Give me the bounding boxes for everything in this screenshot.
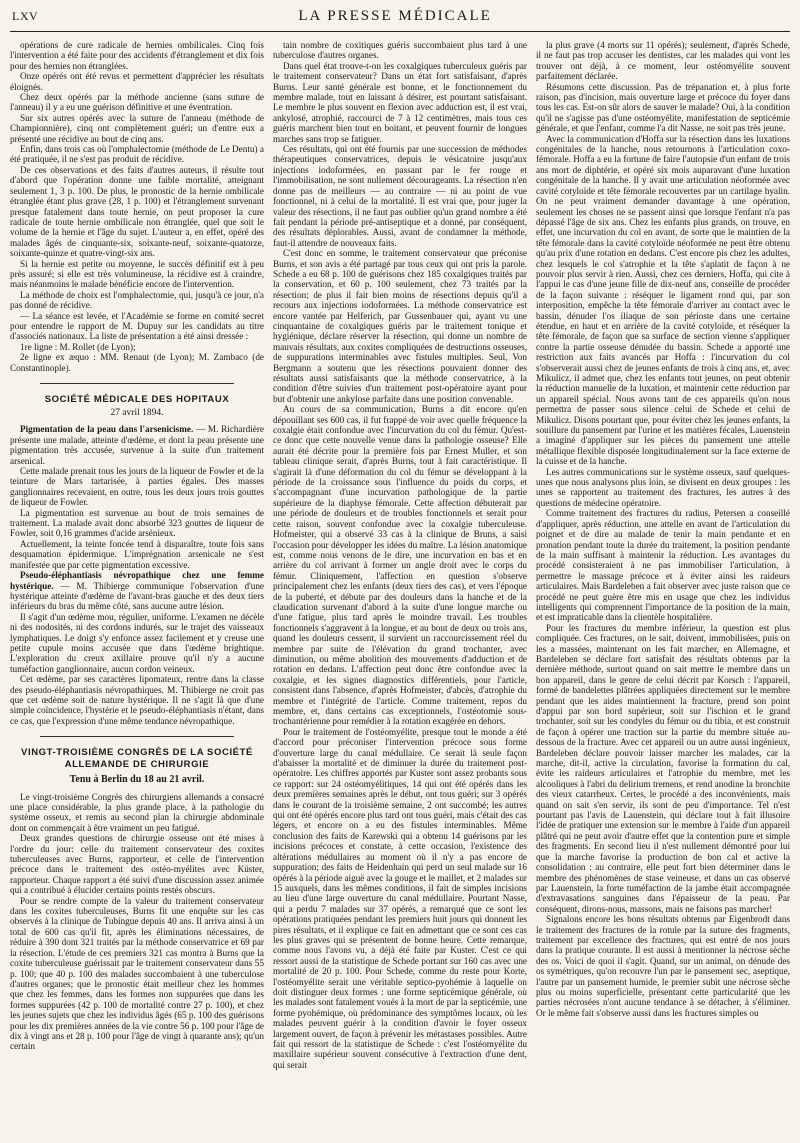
paragraph: Pour se rendre compte de la valeur du traitement conservateur dans les coxites tuberculeuses, Burns fit une enquête sur les cas observés à la clinique de Tubingue depuis 40 ans. Il arriva ainsi à un total de 600 cas qu'il fit, après les éliminations nécessaires, de réduire à 390 dont 321 traités par la méthode conservatrice et 69 par la résection. L'étude de ces premiers 321 cas montra à Burns que la coxite tuberculeuse guérissait par le traitement conservateur dans 55 p. 100; que 40 p. 100 des malades succombaient à une tuberculose d'autres organes; que le pronostic était meilleur chez les hommes que chez les femmes, dans les formes non suppurées que dans les formes suppurées (42 p. 100 de mortalité contre 27 p. 100), et chez les jeunes sujets que chez les individus âgés (65 p. 100 des guérisons pour les dix premières années de la vie contre 56 p. 100 pour l'âge de dix à vingt ans et 28 p. 100 pour l'âge de vingt à quarante ans); qu'un certain [10, 895, 264, 1052]
paragraph-lead: Pseudo-éléphantiasis névropathique chez une femme hystérique. [10, 570, 264, 591]
page-header [10, 8, 790, 32]
paragraph: Sur six autres opérés avec la suture de l'anneau (méthode de Championnière), cinq ont complètement guéri; un d'entre eux a présenté une récidive au bout de cinq ans. [10, 112, 264, 144]
paragraph: Avec la communication d'Hoffa sur la résection dans les luxations congénitales de la hanche, nous retournons à l'articulation coxo-fémorale. Hoffa a eu la fortune de faire l'autopsie d'un enfant de trois ans mort de diphtérie, et opéré six mois auparavant d'une luxation congénitale de la hanche. Il y avait une articulation néoformée avec cavité cotyloïde et tête fémorale recouvertes par un cartilage hyalin. On ne peut vraiment demander davantage à une opération, seulement les choses ne se passent ainsi que lorsque l'enfant n'a pas dépassé l'âge de six ans. Chez les enfants plus grands, on trouve, en effet, une incurvation du col en avant, de sorte que le maintien de la tête fémorale dans la cavité cotyloïde néoformée ne peut être obtenu qu'au prix d'une rotation en dedans. C'est encore pis chez les adultes, chez lesquels le col s'atrophie et la tête s'aplatit de façon à ne pouvoir plus servir à rien. Aussi, chez ces derniers, Hoffa, qui cite à l'appui le cas d'une jeune fille de dix-neuf ans, conseille de procéder de la façon suivante : réséquer le ligament rond qui, par son interposition, empêche la tête fémorale d'arriver au contact avec le bassin, dénuder l'os iliaque de son périoste dans une certaine étendue, en haut et en arrière de la cavité cotyloïde, et réséquer la tête fémorale, de façon que sa surface de section vienne s'appliquer contre la partie osseuse dénudée du bassin. Schede a apporté une restriction aux faits avancés par Hoffa : l'incurvation du col s'observerait aussi chez de jeunes enfants de trois à cinq ans, et, avec Mikulicz, il admet que, chez les enfants tout jeunes, on peut obtenir la réduction manuelle de la luxation, et maintenir cette réduction par un appareil spécial. Nous avons tant de ces appareils qu'on nous permettra de passer sous silence celui de Schede et celui de Mikulicz. Disons pourtant que, pour éviter chez les jeunes enfants, la souillure du pansement par l'urine et les matières fécales, Lauenstein a imaginé d'appliquer sur les pièces du pansement une attelle métallique flexible disposée longitudinalement sur la face externe de la cuisse et de la hanche. [536, 133, 790, 467]
paragraph: Deux grandes questions de chirurgie osseuse ont été mises à l'ordre du jour: celle du traitement conservateur des coxites tuberculeuses avec Burns, rapporteur, et celle de l'intervention précoce dans le traitement des ostéo-myélites avec Küster, rapporteur. Chaque rapport a été suivi d'une discussion assez animée qui a contribué à élucider certains points restés obscurs. [10, 833, 264, 896]
paragraph-lead: Pigmentation de la peau dans l'arsenicisme. [20, 424, 194, 435]
paragraph: Pour les fractures du membre inférieur, la question est plus compliquée. Ces fractures, on le sait, doivent, immobilisées, puis on les a massées, maintenant on les fait marcher, en Allemagne, et Bardeleben se déclare fort satisfait des résultats obtenus par la dernière méthode, surtout quand on sait mettre le membre dans un bon appareil, dans le genre de celui décrit par Korsch : l'appareil, formé de bandelettes plâtrées appliquées directement sur le membre pendant que les aides maintiennent la fracture, prend son point d'appui par son bord supérieur, soit sur l'ischion et le grand trochanter, soit sur les condyles du fémur ou du tibia, et est construit de façon à opérer une traction sur la partie du membre située au-dessous de la fracture. Avec cet appareil ou un autre aussi ingénieux, Bardeleben déclare pouvoir laisser marcher les malades, car la marche, dit-il, active la circulation, favorise la formation du cal, évite les raideurs articulaires et l'atrophie du membre, met les alcooliques à l'abri du delirium tremens, et rend anodine la bronchite des vieux catarrheux. Certes, le procédé a des inconvénients, mais quand on sait s'en servir, ils sont de peu d'importance. Tel n'est pourtant pas l'avis de Lauenstein, qui déclare tout à fait illusoire l'idée de pratiquer une extension sur le membre à l'aide d'un appareil plâtré qui ne peut avoir d'autre effet que la contention pure et simple des fragments. En second lieu il n'est nullement démontré pour lui que la marche favorise la production de bon cal et active la consolidation : au contraire, elle peut fort bien déterminer dans le membre des phénomènes de stase veineuse, et dans un cas observé par Lauenstein, la forte tuméfaction de la jambe était accompagnée d'extravasations sanguines dans l'épaisseur de la peau. Par conséquent, dirons-nous, massons, mais ne faisons pas marcher! [536, 622, 790, 914]
paragraph: Chez deux opérés par la méthode ancienne (sans suture de l'anneau) il y a eu une guérison définitive et une éventration. [10, 92, 264, 113]
paragraph: Enfin, dans trois cas où l'omphalectomie (méthode de Le Dentu) a été pratiquée, il ne s'est pas produit de récidive. [10, 144, 264, 165]
column-1 [10, 40, 264, 1140]
paragraph: Ces résultats, qui ont été fournis par une succession de méthodes thérapeutiques conservatrices, depuis le vésicatoire jusqu'aux injections iodoformées, en passant par le fer rouge et l'immobilisation, ne sont nullement décourageants. La résection n'en donne pas de meilleurs — au contraire — ni au point de vue fonctionnel, ni à celui de la mortalité. Il est vrai que, pour juger la valeur des résections, il ne faut pas oublier qu'un grand nombre a été fait pendant la période pré-antiseptique et a donné, par conséquent, des résultats déplorables. Aussi, avant de condamner la méthode, faut-il attendre de nouveaux faits. [273, 144, 527, 248]
section-subtitle: Tenu à Berlin du 18 au 21 avril. [69, 774, 205, 786]
paragraph-text: — M. Thibierge communique l'observation d'une hystérique atteinte d'œdème de l'avant-bras gauche et des deux tiers inférieurs du bras du même côté, sans aucune autre lésion. [10, 580, 264, 612]
section-title-societe-medicale: SOCIÉTÉ MÉDICALE DES HOPITAUX [44, 394, 230, 405]
paragraph: La méthode de choix est l'omphalectomie, qui, jusqu'à ce jour, n'a pas donné de récidive. [10, 289, 264, 311]
paragraph: 2e ligne ex æquo : MM. Renaut (de Lyon); M. Zambaco (de Constantinople). [10, 352, 264, 373]
column-2 [273, 40, 527, 1140]
paragraph-text: — M. Richardière présente une malade, atteinte d'œdème, et dont la peau présente une pigmentation très accusée, survenue à la suite d'un traitement arsenical. [10, 424, 264, 466]
paragraph: Le vingt-troisième Congrès des chirurgiens allemands a consacré une place considérable, la plus grande place, à la pathologie du système osseux, et remis au second plan la chirurgie abdominale dont on commençait à être vraiment un peu fatigué. [10, 791, 264, 833]
paragraph [10, 424, 264, 466]
paragraph: 1re ligne : M. Rollet (de Lyon); [20, 341, 136, 352]
paragraph: Comme traitement des fractures du radius, Petersen a conseillé d'appliquer, après réduction, une attelle en avant de l'articulation du poignet et de dire au malade de tenir la main pendante et en pronation pendant toute la durée du traitement, la position pendante de la main suffisant à maintenir la réduction. Les avantages du procédé consisteraient à ne pas immobiliser l'articulation, à permettre le massage précoce et à éviter ainsi les raideurs articulaires. Mais Bardeleben a fait observer avec juste raison que ce procédé ne peut guère être mis en usage que chez les individus intelligents qui comprennent l'importance de la position de la main, et est impraticable dans la clientèle hospitalière. [536, 508, 790, 623]
paragraph: la plus grave (4 morts sur 11 opérés); seulement, d'après Schede, il ne faut pas trop accuser les dentistes, car les malades qui vont les trouver ont déjà, à ce moment, leur ostéomyélite souvent parfaitement déclarée. [536, 40, 790, 82]
paragraph: Dans quel état trouve-t-on les coxalgiques tuberculeux guéris par le traitement conservateur? Dans un état fort satisfaisant, d'après Burns. Leur santé générale est bonne, et le fonctionnement du membre malade, tout en laissant à désirer, est pourtant satisfaisant. Le membre le plus souvent en flexion avec adduction est, il est vrai, ankylosé, atrophié, raccourci de 7 à 12 centimètres, mais tous ces guéris marchent bien tout en boitant, et peuvent fournir de longues marches sans trop se fatiguer. [273, 60, 527, 144]
column-3 [536, 40, 790, 1140]
paragraph: Il s'agit d'un œdème mou, régulier, uniforme. L'examen ne décèle ni des nodosités, ni des cordons indurés, sur le trajet des vaisseaux lymphatiques. Le doigt s'y enfonce assez facilement et y creuse une petite cupule moins accusée que dans l'œdème brightique. L'exploration du creux axillaire prouve qu'il n'y a aucune tuméfaction ganglionnaire, aucun cordon veineux. [10, 611, 264, 674]
paragraph: Les autres communications sur le système osseux, sauf quelques-unes que nous analysons plus loin, se divisent en deux groupes : les unes se rapportent au traitement des fractures, les autres à des questions de médecine opératoire. [536, 466, 790, 508]
paragraph: Au cours de sa communication, Burns a dit encore qu'en dépouillant ses 600 cas, il fut frappé de voir avec quelle fréquence la coxalgie était confondue avec l'incurvation du col du fémur. Qu'est-ce donc que cette nouvelle venue dans la pathologie osseuse? Elle aurait été décrite pour la première fois par Ernest Muller, et son tableau clinique serait, d'après Burns, tout à fait caractéristique. Il s'agirait là d'une déformation du col du fémur se développant à la période de la croissance sous l'influence du poids du corps, et s'accompagnant d'une incurvation pathologique de la partie supérieure de la diaphyse fémorale. Cette affection débuterait par une période de douleurs et de troubles fonctionnels et serait pour cette raison, souvent confondue avec la coxalgie tuberculeuse. Hofmeister, qui a observé 33 cas à la clinique de Bruns, a saisi l'occasion pour développer les idées du maître. La lésion anatomique est, comme nous venons de le dire, une incurvation en bas et en arrière du col arrivant à former un angle droit avec le corps du fémur. Cliniquement, l'affection en question s'observe principalement chez les enfants (deux tiers des cas), et vers l'époque de la puberté, et débute par des douleurs dans la hanche et de la claudication survenant d'abord à la suite d'une longue marche ou d'une fatigue, plus tard après le moindre travail. Les troubles fonctionnels s'aggravent à la longue, et au bout de deux ou trois ans, quand les douleurs cessent, il survient un raccourcissement réel du membre par suite de l'élévation du grand trochanter, avec diminution, ou même abolition des mouvements d'adduction et de rotation en dedans. L'affection peut donc être confondue avec la coxalgie, et les signes diagnostics différentiels, pour l'article, consistent dans l'absence, d'après Hofmeister, d'abcès, d'atrophie du membre et l'intégrité de l'article. Comme traitement, repos du membre, et, dans certains cas exceptionnels, l'ostéotomie sous-trochantérienne pour remédier à la rotation exagérée en dehors. [273, 404, 527, 727]
paragraph: Onze opérés ont été revus et permettent d'apprécier les résultats éloignés. [10, 71, 264, 92]
paragraph: Cet œdème, par ses caractères lipomateux, rentre dans la classe des pseudo-éléphantiasis névropathiques. M. Thibierge ne croit pas que cet œdème soit de nature hystérique. Il ne s'agit là que d'une simple coïncidence, l'hystérie et le pseudo-éléphantiasis n'étant, dans ce cas, que l'expression d'une même tendance névropathique. [10, 674, 264, 726]
page-number: LXV [12, 9, 39, 23]
paragraph: Résumons cette discussion. Pas de trépanation et, à plus forte raison, pas d'incision, mais ouverture large et précoce du foyer dans tous les cas. Est-on sûr alors de sauver le malade? Oui, à la condition qu'il ne s'agisse pas d'une ostéomyélite, manifestation de septicémie générale, et que l'enfant, comme l'a dit Nasse, ne soit pas très jeune. [536, 81, 790, 134]
paragraph: — La séance est levée, et l'Académie se forme en comité secret pour entendre le rapport de M. Dupuy sur les candidats au titre d'associés nationaux. La liste de présentation a été ainsi dressée : [10, 310, 264, 342]
paragraph: Cette malade prenait tous les jours de la liqueur de Fowler et de la teinture de Mars tartarisée, à parties égales. Des masses ganglionnaires recevaient, en outre, tous les deux jours trois gouttes de liqueur de Fowler. [10, 466, 264, 508]
section-divider [40, 736, 234, 737]
section-title-congres: VINGT-TROISIÈME CONGRÈS DE LA SOCIÉTÉ ALLEMANDE DE CHIRURGIE [21, 747, 253, 771]
paragraph: tain nombre de coxitiques guéris succombaient plus tard à une tuberculose d'autres organes. [273, 40, 527, 61]
paragraph: opérations de cure radicale de hernies ombilicales. Cinq fois l'intervention a été faite pour des accidents d'étranglement et dix fois pour des hernies non étranglées. [10, 40, 264, 71]
paragraph: C'est donc en somme, le traitement conservateur que préconise Burns, et son avis a été partagé par tous ceux qui ont pris la parole. Schede a eu 68 p. 100 de guérisons chez 185 coxalgiques traités par la conservation, et 60 p. 100 seulement, chez 73 traités par la résection; de plus il fait bien moins de résections depuis qu'il a recours aux injections iodoformées. La méthode conservatrice est encore vantée par Helferich, par Gussenbauer qui, ayant vu une cinquantaine de coxalgiques guéris par le traitement tonique et hygiénique, déclare réserver la résection, qui donne un nombre de mauvais résultats, aux coxites compliquées de destructions osseuses, de suppurations interminables avec fistules multiples. Seul, Von Bergmann a soutenu que les résections pouvaient donner des résultats aussi satisfaisants que la méthode conservatrice, à la condition d'être suivies d'un traitement post-opératoire ayant pour but d'obtenir une ankylose parfaite dans une position convenable. [273, 248, 527, 404]
paragraph: La pigmentation est survenue au bout de trois semaines de traitement. La malade avait donc absorbé 323 gouttes de liqueur de Fowler, soit 0,16 grammes d'acide arsénieux. [10, 507, 264, 539]
section-divider [40, 383, 234, 384]
paragraph: Actuellement, la teinte foncée tend à disparaître, toute fois sans desquamation épidermique. L'imprégnation arsenicale ne s'est manifestée que par cette pigmentation excessive. [10, 538, 264, 570]
journal-title: LA PRESSE MÉDICALE [298, 8, 492, 24]
paragraph: Si la hernie est petite ou moyenne, le succès définitif est à peu près assuré; si elle est très volumineuse, la récidive est à craindre, mais néanmoins le malade bénéficie encore de l'intervention. [10, 258, 264, 290]
paragraph [10, 570, 264, 612]
paragraph: Signalons encore les bons résultats obtenus par Eigenbrodt dans le traitement des fractures de la rotule par la suture des fragments, traitement par excellence des fractures, qui est entré de nos jours dans la pratique courante. Il est aussi à mentionner la nécrose sèche des os. Voici de quoi il s'agit. Quand, sur un animal, on dénude des os symétriques, qu'on recouvre l'un par le pansement sec, aseptique, l'autre par un pansement humide, le premier subit une nécrose sèche plus ou moins superficielle, présentant cette particularité que les parties nécrosées n'ont aucune tendance à se détacher, à s'éliminer. Or le même fait s'observe aussi dans les fractures simples ou [536, 914, 790, 1018]
text-columns [10, 40, 790, 1140]
section-date: 27 avril 1894. [110, 408, 164, 418]
paragraph: De ces observations et des faits d'autres auteurs, il résulte tout d'abord que l'opération donne une faible mortalité, atteignant seulement 1, 3 p. 100. De plus, le pronostic de la hernie ombilicale étranglée étant plus grave (28, 1 p. 100) et l'étranglement survenant presque fatalement dans toute hernie, on peut proposer la cure radicale de toute hernie ombilicale non étranglée, quel que soit le volume de la hernie et l'âge du sujet. L'auteur a, en effet, opéré des malades âgés de cinquante-six, soixante-neuf, soixante-quatorze, soixante-quinze et quatre-vingt-six ans. [10, 164, 264, 259]
paragraph: Pour le traitement de l'ostéomyélite, presque tout le monde a été d'accord pour préconiser l'intervention précoce sous forme d'ouverture large du canal médullaire. Ce serait là seule façon d'abaisser la mortalité et de diminuer la durée du traitement post-opératoire. Les chiffres apportés par Kuster sont assez probants sous ce rapport: sur 24 ostéomyélitiques, 14 qui ont été opérés dans les deux premières semaines après le début, ont tous guéri; sur 3 opérés dans le courant de la troisième semaine, 2 ont succombé; les autres qui ont été opérés encore plus tard ont tous guéri, mais c'était des cas légers, et encore on a eu des fistules interminables. Même conclusion des faits de Karewski qui a obtenu 14 guérisons par les incisions précoces et constate, à cette occasion, l'existence des altérations médullaires au moment où il n'y a pas encore de suppuration; des faits de Heidenhain qui perd un seul malade sur 16 opérés à la période aiguë avec la gouge et le maillet, et 2 malades sur 15 auxquels, dans les mêmes conditions, il fait de simples incisions au lieu d'une large ouverture du canal médullaire. Pourtant Nasse, qui a perdu 7 malades sur 37 opérés, a remarqué que ce sont les opérations pratiquées pendant les premiers huit jours qui donnent les pires résultats, et il explique ce fait en admettant que ce sont ces cas les plus graves qui se présentent de bonne heure. Cette remarque, comme nous l'avons vu, a déjà été faite par Kuster. C'est ce qui ressort aussi de la statistique de Schede portant sur 160 cas avec une mortalité de 20 p. 100. Pour Schede, comme du reste pour Korte, l'ostéomyélite serait une véritable septico-pyohémie à laquelle on doit distinguer deux formes : une forme septicémique générale, où les malades sont fatalement voués à la mort de par la septicémie, une forme pyohémique, où prédominance des symptômes locaux, où les malades peuvent guérir à la condition d'avoir le foyer osseux largement ouvert, de façon à prévenir les métastases possibles. Autre fait qui ressort de la statistique de Schede : c'est l'ostéomyélite du maxillaire supérieur souvent consécutive à l'extraction d'une dent, qui serait [273, 726, 527, 1070]
